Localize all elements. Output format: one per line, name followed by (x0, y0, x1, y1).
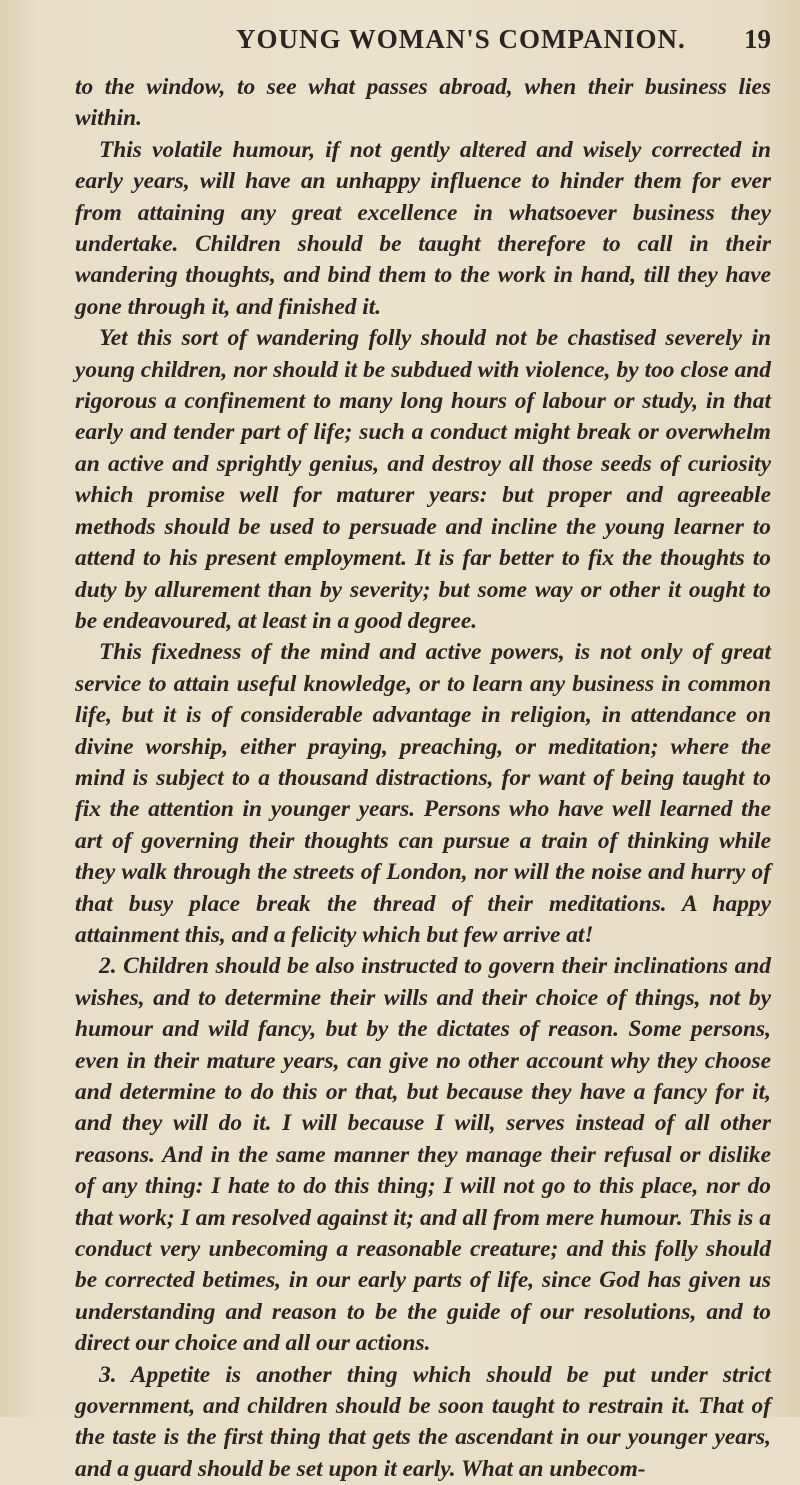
paragraph: This volatile humour, if not gently altered and wisely corrected in early years, will have an unhappy influence to hinder them for ever from attaining any great excellence in whatsoever business they undertake. Children should be taught therefore to call in their wandering thoughts, and bind them to the work in hand, till they have gone through it, and finished it. (75, 136, 771, 320)
paragraph: to the window, to see what passes abroad, when their business lies within. (75, 74, 771, 132)
paragraph: This fixedness of the mind and active powers, is not only of great service to attain useful knowledge, or to learn any business in common life, but it is of considerable advantage in religion, in attendance on divine worship, either praying, preaching, or meditation; where the mind is subject to a thousand distractions, for want of being taught to fix the attention in younger years. Persons who have well learned the art of governing their thoughts can pursue a train of thinking while they walk through the streets of London, nor will the noise and hurry of that busy place break the thread of their meditations. A happy attainment this, and a felicity which but few arrive at! (75, 639, 771, 948)
page-header (0, 22, 800, 62)
page-number: 19 (744, 24, 771, 54)
paragraph: 3. Appetite is another thing which should be put under strict government, and children should be soon taught to restrain it. That of the taste is the first thing that gets the ascendant in our younger years, and a guard should be set upon it early. What an unbecom- (75, 1361, 771, 1482)
paragraph: Yet this sort of wandering folly should not be chastised severely in young children, nor should it be subdued with violence, by too close and rigorous a confinement to many long hours of labour or study, in that early and tender part of life; such a conduct might break or overwhelm an active and sprightly genius, and destroy all those seeds of curiosity which promise well for maturer years: but proper and agreeable methods should be used to persuade and incline the young learner to attend to his present employment. It is far better to fix the thoughts to duty by allurement than by severity; but some way or other it ought to be endeavoured, at least in a good degree. (75, 325, 771, 634)
paragraph: 2. Children should be also instructed to govern their inclinations and wishes, and to determine their wills and their choice of things, not by humour and wild fancy, but by the dictates of reason. Some persons, even in their mature years, can give no other account why they choose and determine to do this or that, but because they have a fancy for it, and they will do it. I will because I will, serves instead of all other reasons. And in the same manner they manage their refusal or dislike of any thing: I hate to do this thing; I will not go to this place, nor do that work; I am resolved against it; and all from mere humour. This is a conduct very unbecoming a reasonable creature; and this folly should be corrected betimes, in our early parts of life, since God has given us understanding and reason to be the guide of our resolutions, and to direct our choice and all our actions. (75, 953, 771, 1357)
running-head: YOUNG WOMAN'S COMPANION. (236, 24, 686, 54)
body-text (75, 72, 771, 1485)
